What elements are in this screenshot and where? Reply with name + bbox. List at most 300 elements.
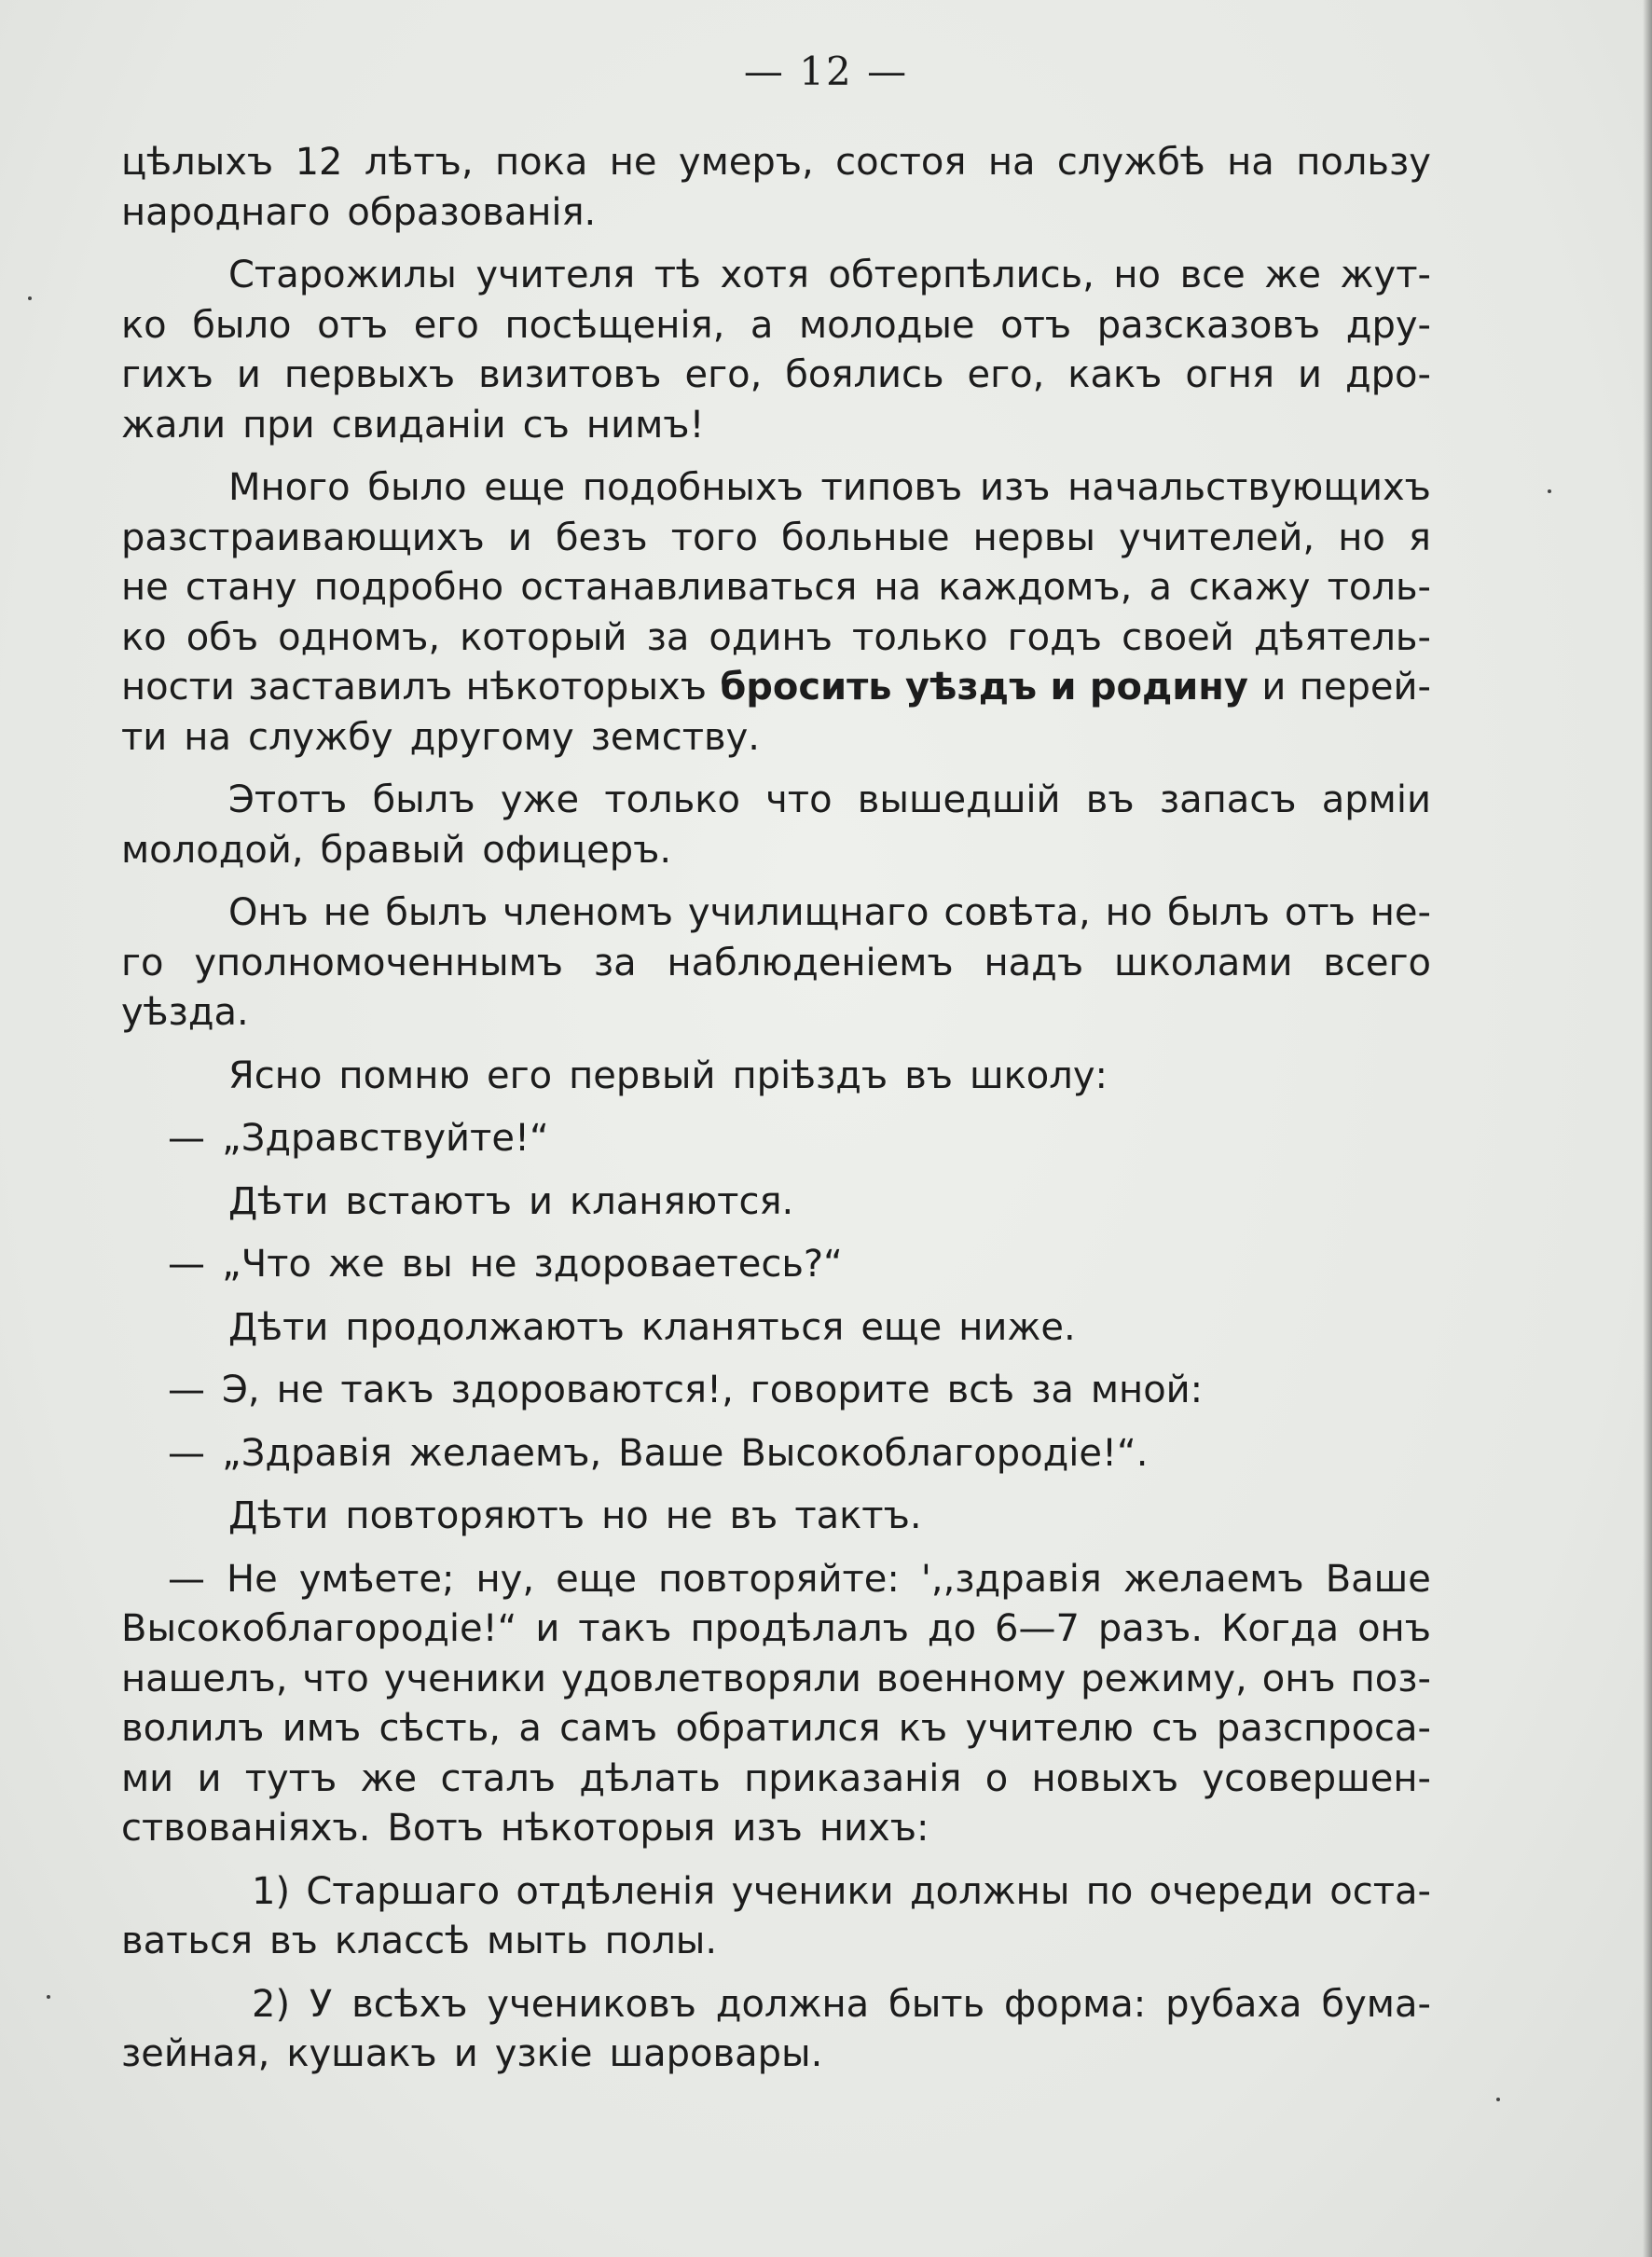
- word: должны: [909, 1869, 1070, 1913]
- word: останавливаться: [520, 566, 858, 609]
- word: больные: [781, 516, 950, 559]
- text-line: [121, 939, 1431, 989]
- word: на: [987, 141, 1036, 184]
- word: 6—7: [995, 1607, 1080, 1650]
- word: пріѣздъ: [732, 1053, 888, 1097]
- word: умѣете;: [298, 1557, 455, 1601]
- word: офицеръ.: [482, 828, 672, 872]
- word: школу:: [970, 1053, 1108, 1097]
- word: а: [518, 1707, 542, 1750]
- word: визитовъ: [478, 353, 662, 396]
- text-line: [121, 138, 1431, 188]
- word: начальствующихъ: [1067, 466, 1431, 509]
- text-line: [121, 1366, 1431, 1416]
- word: всѣ: [946, 1369, 1015, 1411]
- word: совѣта,: [943, 891, 1091, 934]
- word: не-: [1370, 891, 1431, 934]
- word: а: [1149, 566, 1172, 609]
- word: здороваетесь?“: [533, 1243, 843, 1286]
- word: Вотъ: [387, 1807, 484, 1850]
- word: Дѣти: [228, 1179, 329, 1223]
- word: ученики: [731, 1869, 894, 1913]
- word: о: [984, 1756, 1009, 1800]
- speck: [1496, 2098, 1500, 2101]
- word: было: [367, 466, 467, 509]
- word: ности: [121, 666, 235, 709]
- word: очереди: [1149, 1869, 1314, 1913]
- word: я: [1408, 516, 1431, 559]
- word: разсказовъ: [1096, 303, 1321, 347]
- word: ти: [121, 715, 168, 759]
- text-line: [121, 1177, 1431, 1228]
- word: бравый: [320, 828, 466, 872]
- paragraph: [121, 776, 1431, 875]
- word: за: [593, 941, 637, 984]
- word: все: [1179, 254, 1246, 296]
- speck: [1548, 489, 1551, 493]
- word: Высокоблагородіе!“: [121, 1607, 517, 1650]
- word: но: [1113, 254, 1162, 296]
- word: нихъ:: [819, 1807, 929, 1850]
- word: ко: [121, 303, 167, 347]
- word: умеръ,: [678, 141, 814, 184]
- word: нѣкоторыя: [500, 1807, 716, 1850]
- word: дѣятель-: [1253, 615, 1431, 659]
- word: 12: [295, 141, 343, 184]
- word: ',,здравія: [920, 1557, 1102, 1601]
- bold-word: родину: [1089, 666, 1248, 709]
- word: арміи: [1321, 778, 1431, 821]
- word: самъ: [559, 1707, 658, 1750]
- word: сѣсть,: [379, 1707, 501, 1750]
- word: обтерпѣлись,: [828, 254, 1094, 296]
- word: Дѣти: [228, 1494, 329, 1537]
- word: объ: [186, 615, 259, 659]
- word: должна: [715, 1982, 870, 2026]
- word: Дѣти: [228, 1305, 329, 1349]
- text-line: [121, 1867, 1431, 1918]
- word: и: [453, 2032, 478, 2075]
- bold-word: бросить: [720, 666, 892, 709]
- text-line: [121, 1555, 1431, 1605]
- word: скажу: [1189, 566, 1311, 609]
- bold-word: уѣздъ: [904, 666, 1038, 709]
- word: шаровары.: [609, 2032, 823, 2075]
- word: —: [168, 1557, 205, 1601]
- word: что: [765, 778, 833, 821]
- word: службу: [247, 715, 393, 759]
- text-line: [121, 251, 1431, 301]
- speck: [28, 296, 32, 300]
- paragraph: [121, 1980, 1431, 2080]
- word: нашелъ,: [121, 1657, 288, 1700]
- word: не: [276, 1369, 324, 1411]
- word: образованія.: [347, 190, 597, 234]
- text-line: [121, 1429, 1431, 1479]
- word: отъ: [317, 303, 389, 347]
- word: только: [604, 778, 740, 821]
- word: что: [302, 1657, 369, 1700]
- word: учителя: [475, 254, 636, 296]
- word: всего: [1323, 941, 1431, 984]
- word: подобныхъ: [582, 466, 804, 509]
- word: оста-: [1329, 1869, 1431, 1913]
- word: —: [168, 1243, 205, 1286]
- word: подробно: [313, 566, 504, 609]
- word: онъ: [1261, 1657, 1336, 1700]
- word: узкіе: [494, 2032, 593, 2075]
- word: рубаха: [1165, 1982, 1302, 2026]
- word: его,: [967, 353, 1045, 396]
- word: запасъ: [1159, 778, 1297, 821]
- word: ну,: [475, 1557, 535, 1601]
- text-line: [121, 1704, 1431, 1755]
- word: онъ: [1357, 1607, 1431, 1650]
- word: новыхъ: [1031, 1756, 1179, 1800]
- word: стану: [185, 566, 297, 609]
- word: но: [1105, 891, 1153, 934]
- word: повторяйте:: [658, 1557, 900, 1601]
- word: военному: [875, 1657, 1067, 1700]
- word: лѣтъ,: [364, 141, 474, 184]
- text-line: [121, 613, 1431, 664]
- word: не: [323, 891, 371, 934]
- word: полы.: [604, 1920, 718, 1962]
- text-line: [121, 826, 1431, 876]
- word: нимъ!: [585, 403, 705, 447]
- word: перей-: [1299, 666, 1431, 709]
- word: и: [1261, 666, 1287, 709]
- word: былъ: [1166, 891, 1271, 934]
- word: Старожилы: [228, 254, 457, 296]
- word: но: [601, 1494, 649, 1537]
- word: и: [507, 516, 532, 559]
- word: и: [529, 1179, 554, 1223]
- word: одинъ: [709, 615, 833, 659]
- word: приказанія: [744, 1756, 962, 1800]
- word: наблюденіемъ: [667, 941, 954, 984]
- word: удовлетворяли: [561, 1657, 861, 1700]
- paragraph: [121, 1555, 1431, 1854]
- word: отъ: [1284, 891, 1356, 934]
- word: разъ.: [1097, 1607, 1204, 1650]
- word: пользу: [1296, 141, 1431, 184]
- word: волилъ: [121, 1707, 265, 1750]
- paragraph: [121, 1177, 1431, 1228]
- text-line: [121, 188, 1431, 239]
- text-line: [121, 563, 1431, 613]
- word: жут-: [1340, 254, 1431, 296]
- word: желаемъ,: [408, 1431, 602, 1475]
- word: Высокоблагородіе!“.: [740, 1431, 1149, 1475]
- word: отдѣленія: [516, 1869, 716, 1913]
- word: жали: [121, 403, 227, 447]
- word: не: [121, 566, 169, 609]
- word: уполномоченнымъ: [194, 941, 564, 984]
- word: первыхъ: [283, 353, 456, 396]
- word: учителю: [965, 1707, 1134, 1750]
- word: Не: [227, 1557, 278, 1601]
- word: вышедшій: [857, 778, 1061, 821]
- word: „Что: [222, 1243, 311, 1286]
- word: за: [646, 615, 690, 659]
- word: въ: [269, 1920, 318, 1962]
- word: годъ: [1007, 615, 1103, 659]
- word: —: [168, 1431, 205, 1475]
- word: еще: [556, 1557, 637, 1601]
- word: по: [1085, 1869, 1134, 1913]
- word: Когда: [1221, 1607, 1340, 1650]
- word: бума-: [1321, 1982, 1431, 2026]
- word: заставилъ: [248, 666, 453, 709]
- word: за: [1031, 1369, 1074, 1411]
- word: на: [1227, 141, 1274, 184]
- word: каждомъ,: [938, 566, 1133, 609]
- paragraph: [121, 1366, 1431, 1416]
- word: который: [460, 615, 627, 659]
- word: былъ: [385, 891, 489, 934]
- word: его: [487, 1053, 553, 1097]
- word: ствованіяхъ.: [121, 1807, 371, 1850]
- word: продолжаютъ: [345, 1305, 625, 1349]
- word: сталъ: [440, 1756, 557, 1800]
- word: на: [184, 715, 231, 759]
- word: режиму,: [1081, 1657, 1247, 1700]
- word: Онъ: [228, 891, 309, 934]
- word: отъ: [1000, 303, 1072, 347]
- word: цѣлыхъ: [121, 141, 274, 184]
- word: въ: [1085, 778, 1135, 821]
- word: 1): [252, 1869, 291, 1913]
- word: повторяютъ: [345, 1494, 585, 1537]
- text-line: [121, 1604, 1431, 1655]
- word: молодой,: [121, 828, 304, 872]
- word: изъ: [979, 466, 1051, 509]
- word: и: [1298, 353, 1322, 396]
- word: и: [535, 1607, 560, 1650]
- word: своей: [1122, 615, 1234, 659]
- word: гихъ: [121, 353, 213, 396]
- word: надъ: [984, 941, 1084, 984]
- paragraph: [121, 1052, 1431, 1102]
- word: помню: [338, 1053, 471, 1097]
- word: ученики: [383, 1657, 547, 1700]
- word: Ваше: [1325, 1557, 1431, 1601]
- text-line: [121, 888, 1431, 939]
- paragraph: [121, 1303, 1431, 1354]
- paragraph: [121, 1429, 1431, 1479]
- text-line: [121, 514, 1431, 564]
- word: форма:: [1004, 1982, 1147, 2026]
- word: дро-: [1344, 353, 1431, 396]
- word: мыть: [486, 1920, 588, 1962]
- word: было: [192, 303, 292, 347]
- word: же: [360, 1756, 418, 1800]
- word: въ: [904, 1053, 954, 1097]
- word: „Здравствуйте!“: [222, 1117, 549, 1160]
- word: Много: [228, 466, 351, 509]
- word: до: [927, 1607, 977, 1650]
- word: не: [609, 141, 657, 184]
- word: боялись: [785, 353, 944, 396]
- word: ко: [121, 615, 167, 659]
- word: только: [852, 615, 988, 659]
- word: и: [236, 353, 261, 396]
- text-line: [121, 351, 1431, 401]
- text-line: [121, 1492, 1431, 1542]
- word: быть: [888, 1982, 985, 2026]
- word: здороваются!,: [450, 1369, 734, 1411]
- word: другому: [409, 715, 574, 759]
- word: желаемъ: [1122, 1557, 1304, 1601]
- word: народнаго: [121, 190, 331, 234]
- word: кланяться: [640, 1305, 845, 1349]
- word: былъ: [372, 778, 475, 821]
- text-line: [121, 1240, 1431, 1290]
- word: говорите: [750, 1369, 930, 1411]
- text-line: [121, 2030, 1431, 2080]
- word: пока: [495, 141, 588, 184]
- word: школами: [1113, 941, 1293, 984]
- word: и: [197, 1756, 222, 1800]
- word: 2): [252, 1982, 291, 2026]
- word: членомъ: [502, 891, 674, 934]
- word: его,: [684, 353, 763, 396]
- word: —: [168, 1117, 205, 1160]
- word: вы: [401, 1243, 453, 1286]
- text-line: [121, 776, 1431, 826]
- word: поз-: [1350, 1657, 1431, 1700]
- text-line: [121, 1980, 1431, 2030]
- word: мной:: [1090, 1369, 1204, 1411]
- word: въ: [729, 1494, 778, 1537]
- paragraph: [121, 888, 1431, 1039]
- word: —: [168, 1369, 205, 1411]
- word: его: [413, 303, 479, 347]
- word: толь-: [1327, 566, 1431, 609]
- word: съ: [522, 403, 570, 447]
- text-line: [121, 1303, 1431, 1354]
- word: а: [750, 303, 774, 347]
- word: къ: [898, 1707, 948, 1750]
- word: Этотъ: [228, 778, 348, 821]
- word: У: [309, 1982, 333, 2026]
- word: хотя: [720, 254, 809, 296]
- page-edge-shadow: [1643, 0, 1652, 2257]
- word: Э,: [222, 1369, 260, 1411]
- text-line: [121, 663, 1431, 713]
- word: еще: [860, 1305, 943, 1349]
- word: не: [665, 1494, 713, 1537]
- word: учителей,: [1119, 516, 1315, 559]
- word: училищнаго: [687, 891, 929, 934]
- word: продѣлалъ: [690, 1607, 909, 1650]
- word: ваться: [121, 1920, 254, 1962]
- text-line: [121, 988, 1431, 1039]
- word: Ваше: [618, 1431, 724, 1475]
- text-line: [121, 1052, 1431, 1102]
- word: но: [1338, 516, 1385, 559]
- bold-word: и: [1050, 666, 1077, 709]
- paragraph: [121, 251, 1431, 450]
- text-line: [121, 463, 1431, 514]
- word: тѣ: [654, 254, 701, 296]
- word: посѣщенія,: [504, 303, 725, 347]
- speck: [47, 1995, 50, 1999]
- word: изъ: [732, 1807, 803, 1850]
- text-line: [121, 1804, 1431, 1854]
- word: состоя: [835, 141, 967, 184]
- text-line: [121, 1655, 1431, 1705]
- word: такъ: [340, 1369, 434, 1411]
- word: Ясно: [228, 1053, 323, 1097]
- word: такъ: [578, 1607, 672, 1650]
- word: го: [121, 941, 164, 984]
- paragraph: [121, 1114, 1431, 1164]
- text-line: [121, 713, 1431, 764]
- word: еще: [484, 466, 566, 509]
- word: кушакъ: [286, 2032, 437, 2075]
- word: разстраивающихъ: [121, 516, 485, 559]
- word: одномъ,: [278, 615, 441, 659]
- paragraph: [121, 1240, 1431, 1290]
- paragraph: [121, 1492, 1431, 1542]
- word: на: [874, 566, 922, 609]
- paragraph: [121, 1867, 1431, 1967]
- word: классѣ: [334, 1920, 470, 1962]
- text-line: [121, 1755, 1431, 1805]
- text-line: [121, 1114, 1431, 1164]
- page-number: — 12 —: [743, 48, 909, 94]
- word: службѣ: [1056, 141, 1205, 184]
- text-line: [121, 301, 1431, 351]
- word: всѣхъ: [351, 1982, 468, 2026]
- page-text: [121, 138, 1431, 2080]
- word: тактъ.: [794, 1494, 922, 1537]
- word: же: [1264, 254, 1321, 296]
- word: какъ: [1067, 353, 1163, 396]
- word: тутъ: [244, 1756, 337, 1800]
- word: дру-: [1345, 303, 1431, 347]
- word: усовершен-: [1202, 1756, 1431, 1800]
- word: свиданіи: [331, 403, 506, 447]
- word: не: [469, 1243, 517, 1286]
- word: уѣзда.: [121, 991, 249, 1034]
- word: огня: [1185, 353, 1275, 396]
- word: того: [670, 516, 758, 559]
- word: съ: [1151, 1707, 1199, 1750]
- word: ми: [121, 1756, 174, 1800]
- word: типовъ: [820, 466, 963, 509]
- word: имъ: [282, 1707, 362, 1750]
- word: дѣлать: [579, 1756, 721, 1800]
- word: же: [327, 1243, 385, 1286]
- word: „Здравія: [222, 1431, 392, 1475]
- word: зейная,: [121, 2032, 270, 2075]
- word: Старшаго: [306, 1869, 501, 1913]
- word: кланяются.: [570, 1179, 794, 1223]
- text-line: [121, 1917, 1431, 1967]
- word: учениковъ: [487, 1982, 696, 2026]
- word: первый: [569, 1053, 716, 1097]
- paragraph: [121, 138, 1431, 238]
- word: уже: [500, 778, 580, 821]
- word: молодые: [799, 303, 975, 347]
- paragraph: [121, 463, 1431, 763]
- word: нѣкоторыхъ: [465, 666, 707, 709]
- word: земству.: [590, 715, 760, 759]
- word: обратился: [675, 1707, 881, 1750]
